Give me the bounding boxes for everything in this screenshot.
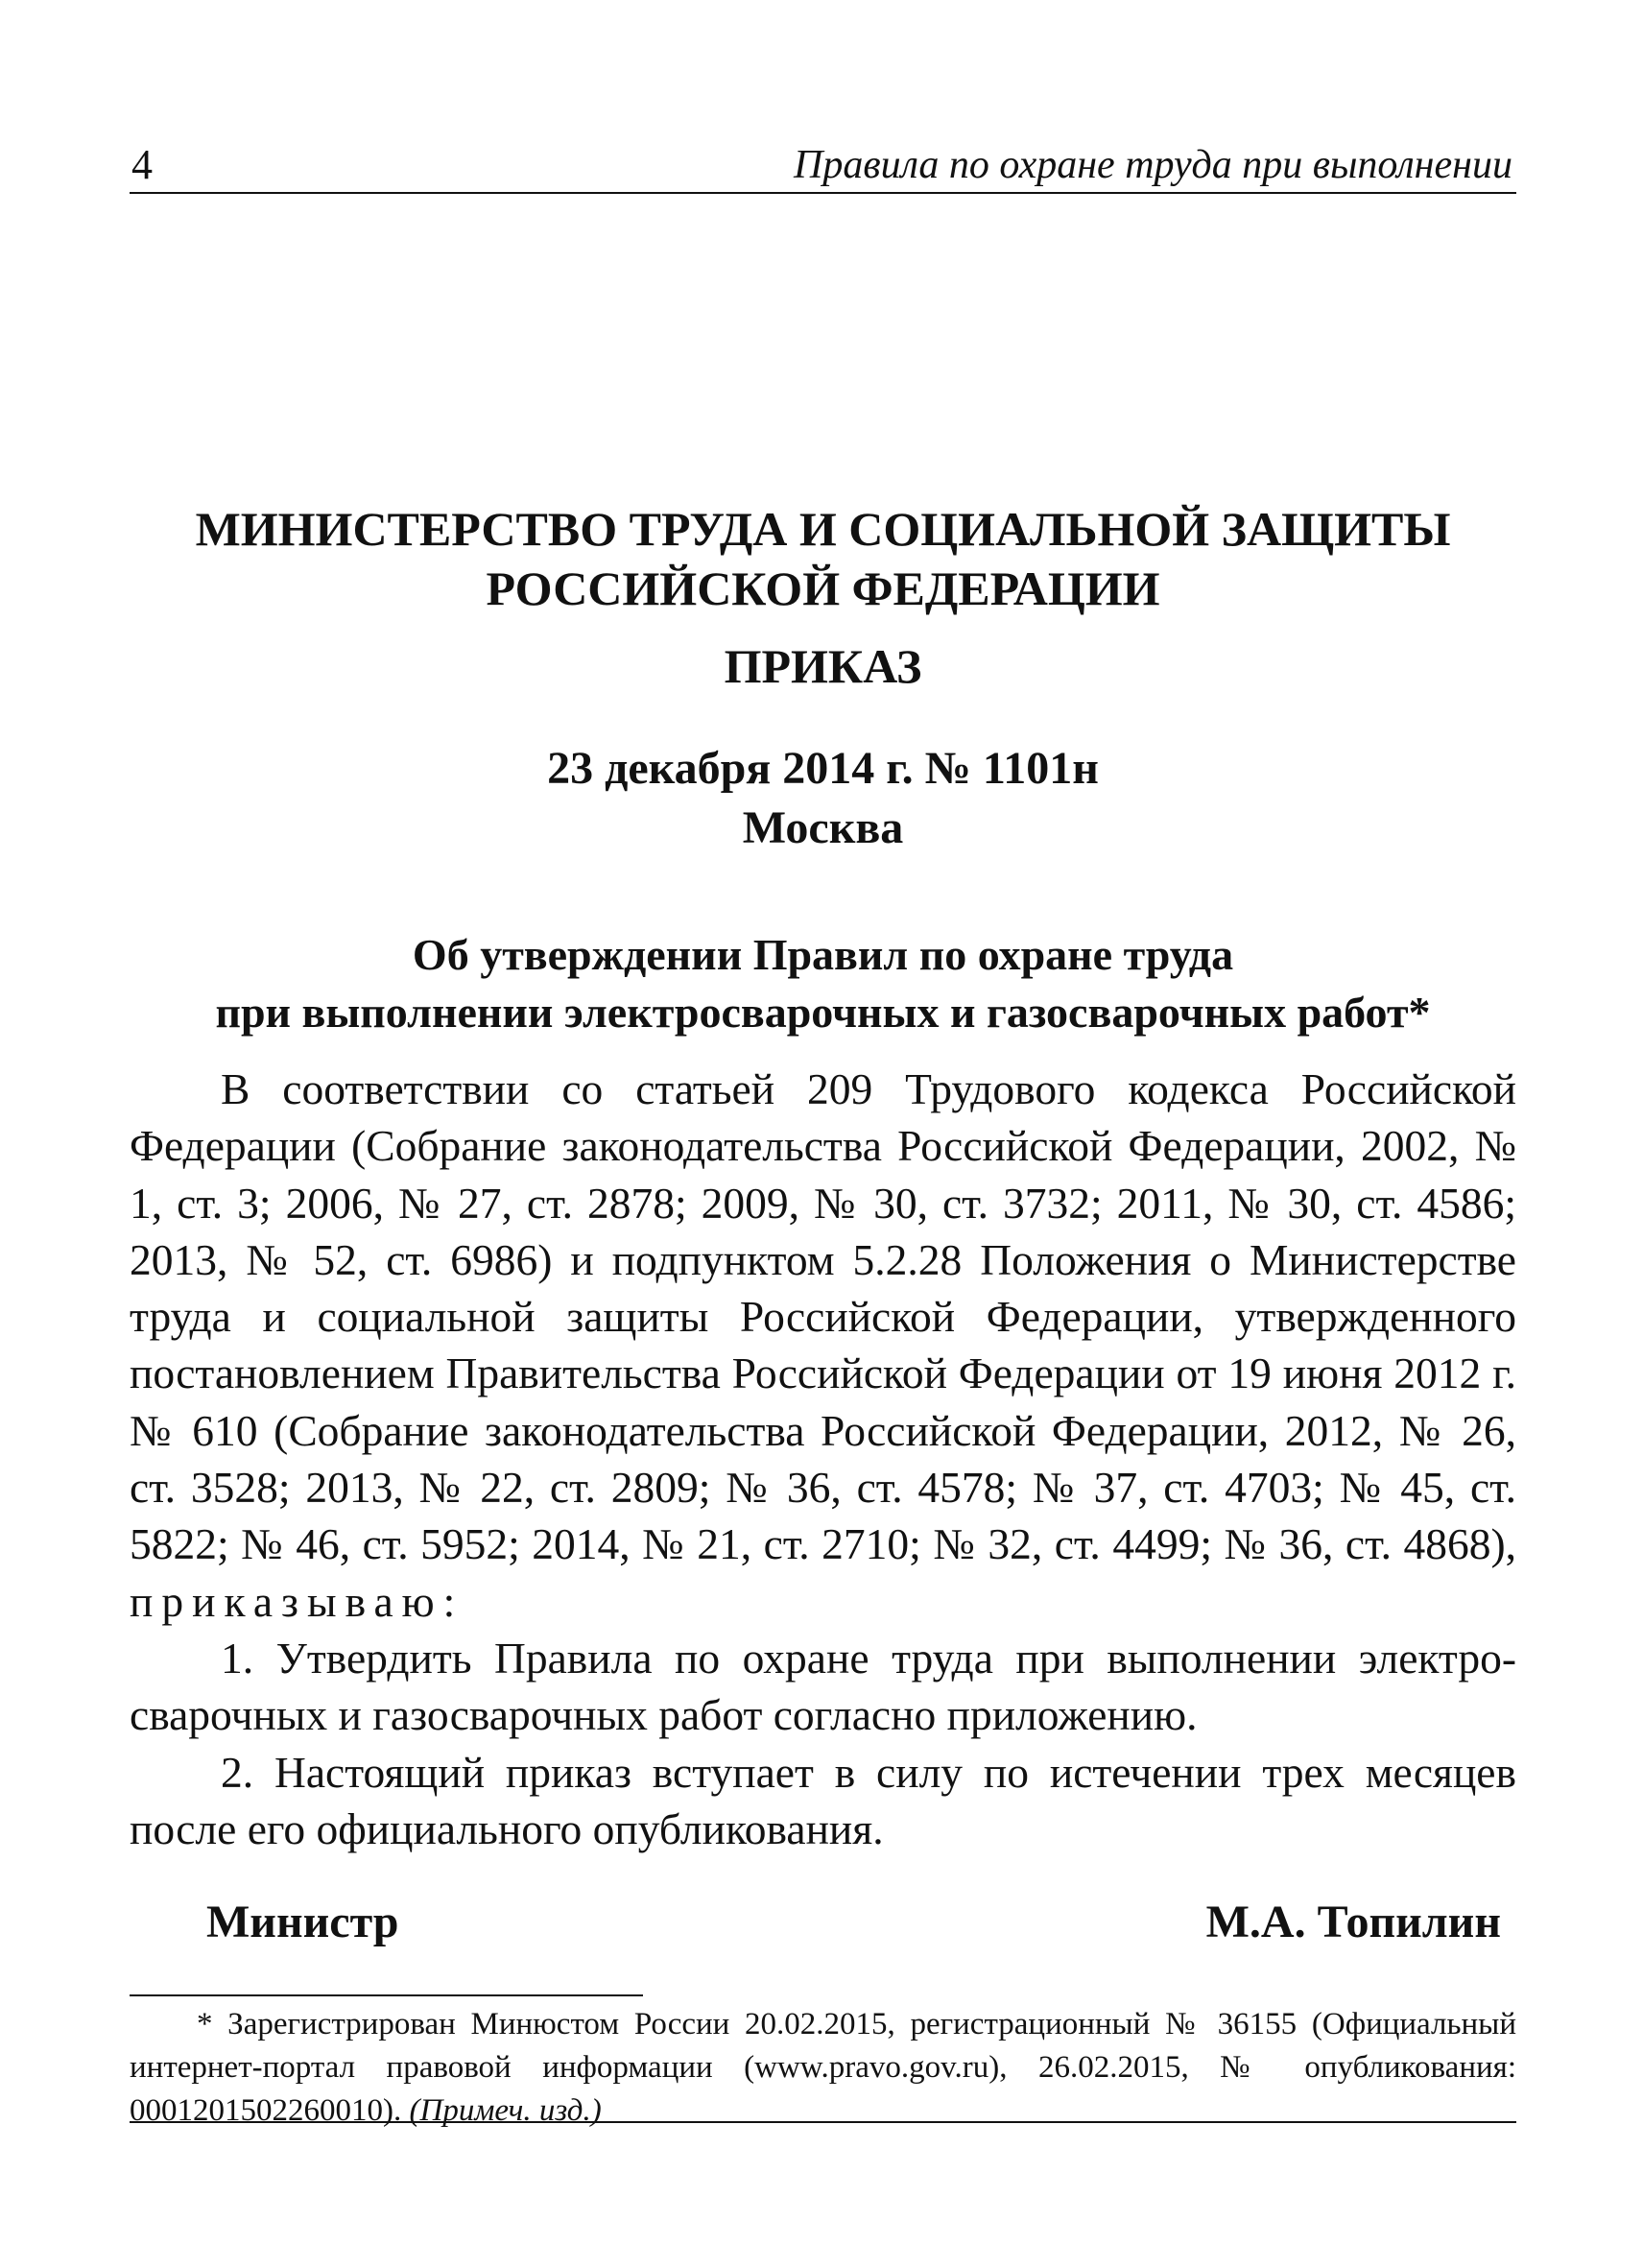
footnote <box>130 2003 1516 2133</box>
order-item-1: 1. Утвердить Правила по охране труда при выполнении электросварочных и газосварочных работ согласно приложению. <box>130 1633 1516 1740</box>
footnote-separator <box>130 1994 643 1996</box>
order-city: Москва <box>742 802 904 853</box>
publisher-note: (Примеч. изд.) <box>409 2093 602 2128</box>
order-word: приказываю: <box>130 1576 464 1626</box>
subject-line-1: Об утверждении Правил по охране труда <box>412 930 1234 979</box>
preamble-text: В соответствии со статьей 209 Трудового кодекса Российской Федерации (Собрание законодательства Российской Федерации, 2002, № 1, ст. 3; 2006, № 27, ст. 2878; 2009, № 30, ст. 3732; 2011, № 30, ст. 4586; 2013, № 52, ст. 6986) и подпунктом 5.2.28 Положения о Министерстве труда и социальной защиты Российской Федерации, утвержденного постановлением Правительства Российской Федерации от 19 июня 2012 г. № 610 (Собрание законодательства Российской Федерации, 2012, № 26, ст. 3528; 2013, № 22, ст. 2809; № 36, ст. 4578; № 37, ст. 4703; № 45, ст. 5822; № 46, ст. 5952; 2014, № 21, ст. 2710; № 32, ст. 4499; № 36, ст. 4868), <box>130 1064 1516 1569</box>
footnote-text: * Зарегистрирован Минюстом России 20.02.2015, регистрационный № 36155 (Официальный интернет-портал правовой информации (www.pravo.gov.ru), 26.02.2015, № опубликования: 0001201502260010). <box>130 2007 1516 2128</box>
order-body <box>130 1061 1516 1857</box>
order-subject <box>130 926 1516 1041</box>
page-number: 4 <box>131 141 153 188</box>
order-item-2: 2. Настоящий приказ вступает в силу по истечении трех месяцев после его официального опубликования. <box>130 1747 1516 1853</box>
ministry-line-2: РОССИЙСКОЙ ФЕДЕРАЦИИ <box>486 561 1160 615</box>
bottom-rule <box>130 2121 1516 2123</box>
order-date-number: 23 декабря 2014 г. № 1101н <box>547 743 1099 794</box>
running-title: Правила по охране труда при выполнении <box>794 143 1512 187</box>
signatory-position: Министр <box>206 1897 399 1947</box>
preamble-paragraph <box>130 1061 1516 1630</box>
signatory-name: М.А. Топилин <box>1205 1897 1501 1947</box>
running-header <box>130 134 1516 194</box>
ministry-line-1: МИНИСТЕРСТВО ТРУДА И СОЦИАЛЬНОЙ ЗАЩИТЫ <box>195 502 1451 556</box>
subject-line-2: при выполнении электросварочных и газосварочных работ* <box>215 988 1431 1037</box>
ministry-name <box>130 499 1516 618</box>
document-type: ПРИКАЗ <box>724 639 922 693</box>
